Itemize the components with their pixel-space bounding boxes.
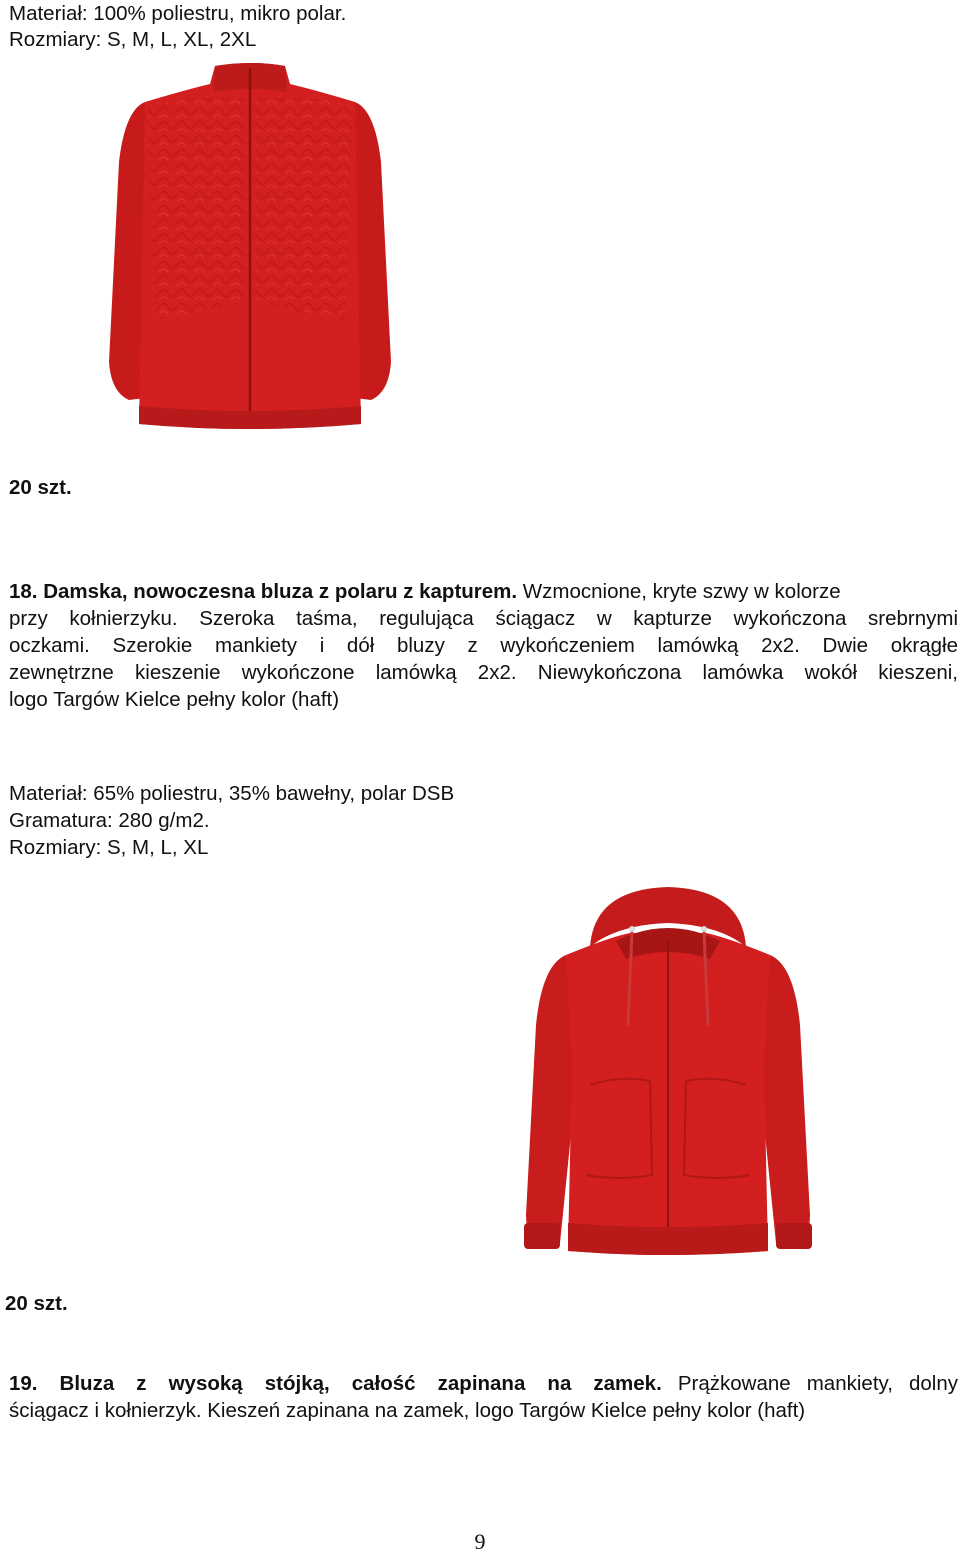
item19-description: [9, 1370, 958, 1424]
item19-title: 19. Bluza z wysoką stójką, całość zapinana na zamek.: [9, 1372, 662, 1395]
item18-desc-line: zewnętrzne kieszenie wykończone lamówką 2x2. Niewykończona lamówka wokół kieszeni,: [9, 661, 958, 684]
page-number: 9: [474, 1529, 486, 1554]
item18-desc-line: Wzmocnione, kryte szwy w kolorze: [517, 580, 841, 603]
material-text: Materiał: 65% poliestru, 35% bawełny, polar DSB: [9, 782, 455, 805]
material-text: Materiał: 100% poliestru, mikro polar.: [9, 2, 347, 25]
item19-desc-line: Prążkowane mankiety, dolny: [661, 1372, 959, 1395]
quantity-label: 20 szt.: [9, 476, 72, 499]
jacket-image: [105, 62, 395, 432]
weight-text: Gramatura: 280 g/m2.: [9, 809, 210, 832]
sizes-text: Rozmiary: S, M, L, XL, 2XL: [9, 28, 257, 51]
item18-desc-line: przy kołnierzyku. Szeroka taśma, regulująca ściągacz w kapturze wykończona srebrnymi: [9, 607, 958, 630]
item18-title: 18. Damska, nowoczesna bluza z polaru z kapturem.: [9, 580, 518, 603]
sizes-text: Rozmiary: S, M, L, XL: [9, 836, 209, 859]
hoodie-image: [520, 885, 816, 1257]
item18-description: [9, 578, 958, 713]
quantity-label: 20 szt.: [5, 1292, 68, 1315]
item18-desc-line: oczkami. Szerokie mankiety i dół bluzy z wykończeniem lamówką 2x2. Dwie okrągłe: [9, 634, 958, 657]
item18-desc-line: logo Targów Kielce pełny kolor (haft): [9, 688, 340, 711]
item19-desc-line: ściągacz i kołnierzyk. Kieszeń zapinana na zamek, logo Targów Kielce pełny kolor (haft): [9, 1399, 806, 1422]
